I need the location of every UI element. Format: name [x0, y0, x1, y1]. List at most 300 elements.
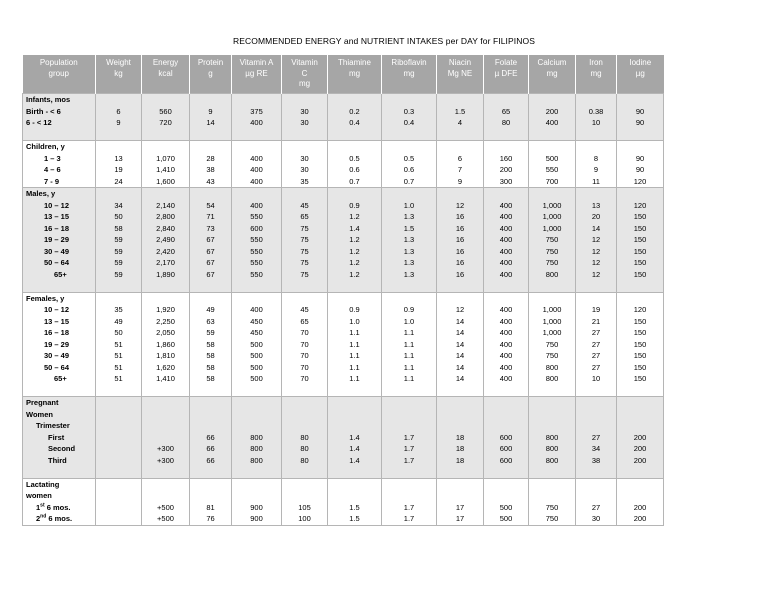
spacer [530, 479, 574, 491]
row-label: 30 – 49 [44, 351, 70, 360]
value-cell-iron [576, 94, 617, 141]
value-cell-calcium [529, 94, 576, 141]
spacer [143, 188, 188, 200]
value-cell-energy [142, 94, 190, 141]
spacer [618, 385, 662, 397]
spacer [283, 420, 326, 432]
spacer [383, 129, 435, 141]
value: 2,840 [156, 223, 175, 233]
group-heading: Pregnant [26, 398, 59, 407]
spacer [577, 490, 615, 502]
col-header-line: Vitamin [291, 58, 318, 67]
value: 500 [250, 374, 263, 383]
value: 750 [545, 339, 559, 349]
spacer [530, 409, 574, 421]
row-label: 13 – 15 [44, 212, 70, 221]
value: 0.6 [403, 165, 415, 174]
value: 58 [114, 223, 123, 233]
col-header-line: Vitamin A [239, 58, 274, 67]
value-cell-weight [96, 188, 142, 293]
col-header-line: C [301, 68, 308, 78]
spacer [233, 141, 280, 153]
value: 375 [250, 106, 263, 116]
value: 400 [499, 305, 513, 314]
spacer [233, 94, 280, 106]
value: 81 [206, 502, 215, 512]
value: 66 [206, 455, 215, 465]
value: 1,600 [156, 176, 175, 186]
row-label: 10 – 12 [44, 305, 70, 314]
value-cell-thiamine [328, 397, 382, 479]
value: 10 [591, 118, 601, 127]
value: 24 [114, 176, 123, 186]
value: 90 [635, 153, 645, 163]
spacer [618, 293, 662, 305]
spacer [577, 466, 615, 478]
value-cell-protein [190, 188, 232, 293]
value-cell-energy [142, 292, 190, 397]
value: 1,410 [156, 374, 175, 383]
value: 550 [250, 235, 263, 244]
value: 500 [250, 362, 263, 372]
value-cell-folate [484, 397, 529, 479]
value-cell-calcium [529, 478, 576, 525]
value: 720 [159, 118, 172, 127]
value: 1,410 [156, 165, 175, 174]
value-cell-folate [484, 141, 529, 188]
value: 18 [455, 455, 465, 465]
value: 16 [455, 258, 465, 267]
value-cell-thiamine [328, 94, 382, 141]
value: 67 [206, 235, 215, 244]
value: 18 [455, 432, 465, 442]
value: 120 [633, 200, 647, 210]
value-cell-iodine [617, 94, 664, 141]
value: 400 [499, 328, 513, 337]
value: 12 [591, 246, 601, 256]
value-cell-riboflavin [382, 397, 437, 479]
spacer [577, 188, 615, 200]
value-cell-riboflavin [382, 188, 437, 293]
value-cell-vitamin-a [232, 292, 282, 397]
value: 1.1 [403, 351, 415, 360]
row-label: 65+ [54, 374, 67, 383]
value: 550 [250, 212, 263, 221]
value: 10 [591, 374, 601, 383]
spacer [485, 385, 527, 397]
spacer [26, 385, 94, 397]
spacer [485, 188, 527, 200]
value: 30 [300, 153, 309, 163]
value: 150 [633, 362, 647, 372]
value: 1,000 [542, 316, 562, 326]
value: 49 [114, 316, 123, 326]
value: 70 [300, 362, 309, 372]
value: 1.7 [403, 432, 415, 442]
value: 1,810 [156, 351, 175, 360]
value-cell-niacin [437, 188, 484, 293]
col-header-population-group [23, 55, 96, 94]
value-cell-vitamin-c [282, 94, 328, 141]
value: 59 [206, 328, 215, 337]
row-label: 16 – 18 [44, 223, 70, 233]
value: 500 [545, 153, 559, 163]
spacer [485, 490, 527, 502]
row-label: 6 - < 12 [26, 118, 52, 127]
spacer [530, 385, 574, 397]
value: 14 [206, 118, 215, 127]
value: 700 [545, 176, 559, 186]
row-label: Birth - < 6 [26, 106, 61, 116]
value: 0.2 [349, 106, 360, 116]
col-header-line: Calcium [537, 58, 567, 67]
spacer [97, 94, 140, 106]
spacer [233, 397, 280, 409]
value-cell-niacin [437, 397, 484, 479]
group-row [23, 94, 664, 141]
value: 150 [633, 223, 647, 233]
header-row [23, 55, 664, 94]
col-header-line: mg [546, 68, 558, 78]
value: 1.4 [349, 455, 360, 465]
spacer [233, 385, 280, 397]
spacer [618, 141, 662, 153]
spacer [97, 479, 140, 491]
col-header-vitamin-c [282, 55, 328, 94]
spacer [233, 188, 280, 200]
value-cell-protein [190, 94, 232, 141]
value: 38 [591, 455, 601, 465]
value: 50 [114, 212, 123, 221]
value: 6 [457, 153, 463, 163]
value-cell-calcium [529, 141, 576, 188]
group-heading: Lactating [26, 479, 60, 489]
spacer [283, 293, 326, 305]
spacer [438, 129, 482, 141]
value-cell-vitamin-c [282, 188, 328, 293]
value: 500 [250, 351, 263, 360]
value-cell-weight [96, 397, 142, 479]
value: 20 [591, 212, 601, 221]
value: 1.1 [403, 362, 415, 372]
spacer [329, 141, 380, 153]
group-heading: Infants, mos [26, 95, 71, 104]
spacer [577, 280, 615, 292]
value-cell-calcium [529, 188, 576, 293]
group-label-cell [23, 292, 96, 397]
value: 200 [633, 444, 647, 453]
value: 8 [593, 153, 599, 163]
value: 150 [633, 235, 647, 244]
value-cell-iron [576, 188, 617, 293]
value: 400 [250, 153, 263, 163]
spacer [577, 141, 615, 153]
value-cell-vitamin-a [232, 94, 282, 141]
value: 1,070 [156, 153, 175, 163]
value-cell-iodine [617, 478, 664, 525]
value: 200 [633, 432, 647, 442]
value: 34 [591, 444, 601, 453]
value: 51 [114, 351, 123, 360]
value: 400 [499, 339, 513, 349]
value: 1.0 [403, 200, 415, 210]
spacer [438, 293, 482, 305]
spacer [618, 129, 662, 141]
value: 75 [300, 223, 309, 233]
col-header-line: Protein [197, 58, 224, 67]
value: 0.9 [349, 305, 360, 314]
group-heading: Children, y [26, 142, 65, 151]
value: 13 [591, 200, 601, 210]
value: 66 [206, 432, 215, 442]
value: 51 [114, 339, 123, 349]
value: 400 [499, 246, 513, 256]
spacer [383, 466, 435, 478]
value-cell-protein [190, 397, 232, 479]
value: 45 [300, 200, 309, 210]
spacer [577, 293, 615, 305]
value: 600 [499, 455, 513, 465]
col-header-line: Riboflavin [391, 58, 427, 67]
value: 38 [206, 165, 215, 174]
spacer [191, 490, 230, 502]
value: 30 [300, 106, 309, 116]
value: 0.5 [403, 153, 415, 163]
spacer [530, 280, 574, 292]
spacer [530, 94, 574, 106]
spacer [191, 188, 230, 200]
group-row [23, 478, 664, 525]
spacer [283, 129, 326, 141]
value: 450 [250, 328, 263, 337]
value: 80 [300, 444, 309, 453]
value: 58 [206, 374, 215, 383]
value [97, 443, 140, 455]
spacer [97, 141, 140, 153]
value: 76 [206, 514, 215, 523]
value: 600 [499, 432, 513, 442]
col-header-riboflavin [382, 55, 437, 94]
spacer [438, 141, 482, 153]
col-header-line: group [48, 68, 69, 78]
spacer [191, 293, 230, 305]
value: 16 [455, 212, 465, 221]
value-cell-weight [96, 94, 142, 141]
spacer [438, 490, 482, 502]
spacer [233, 293, 280, 305]
value: 75 [300, 235, 309, 244]
group-row [23, 292, 664, 397]
value: 9 [457, 176, 463, 186]
value: 1.1 [349, 362, 360, 372]
spacer [283, 490, 326, 502]
spacer [26, 466, 94, 478]
spacer [618, 479, 662, 491]
spacer [577, 409, 615, 421]
value: 200 [545, 106, 559, 116]
value: 14 [455, 328, 465, 337]
value: +500 [157, 502, 174, 512]
spacer [383, 293, 435, 305]
value: 1.1 [349, 351, 360, 360]
value: 1.7 [403, 514, 415, 523]
col-header-line: µ DFE [494, 68, 518, 78]
value: 59 [114, 258, 123, 267]
value: 1.2 [349, 246, 360, 256]
value-cell-energy [142, 478, 190, 525]
value: 400 [499, 200, 513, 210]
value: 150 [633, 258, 647, 267]
value-cell-vitamin-c [282, 478, 328, 525]
value: 400 [499, 362, 513, 372]
value: 560 [159, 106, 172, 116]
value: 400 [250, 118, 263, 127]
value: 1.2 [349, 235, 360, 244]
table-title: RECOMMENDED ENERGY and NUTRIENT INTAKES per DAY for FILIPINOS [233, 36, 535, 46]
value: 58 [206, 351, 215, 360]
value: 1.1 [349, 374, 360, 383]
group-heading: Females, y [26, 293, 65, 303]
value: 0.4 [349, 118, 360, 127]
value: 150 [633, 339, 647, 349]
value: 100 [298, 514, 311, 523]
spacer [530, 188, 574, 200]
value-cell-iron [576, 292, 617, 397]
group-label-cell [23, 478, 96, 525]
value: 0.9 [349, 200, 360, 210]
value: 1.3 [403, 235, 415, 244]
value: 400 [499, 374, 513, 383]
value-cell-protein [190, 478, 232, 525]
value: 1.5 [454, 106, 466, 116]
spacer [191, 466, 230, 478]
group-label-cell [23, 141, 96, 188]
value [97, 432, 140, 444]
value: 750 [545, 514, 559, 523]
spacer [383, 479, 435, 491]
value: 14 [455, 351, 465, 360]
value: 27 [591, 339, 601, 349]
value: 73 [206, 223, 215, 233]
spacer [485, 420, 527, 432]
value: 50 [114, 328, 123, 337]
col-header-line: mg [298, 79, 311, 88]
value: 12 [591, 269, 601, 279]
spacer [143, 397, 188, 409]
spacer [143, 129, 188, 141]
value-cell-energy [142, 397, 190, 479]
spacer [329, 490, 380, 502]
spacer [97, 409, 140, 421]
value: 1.1 [349, 339, 360, 349]
value: 17 [455, 502, 465, 512]
row-label: 65+ [54, 269, 67, 279]
value [97, 513, 140, 525]
spacer [191, 94, 230, 106]
value: 14 [455, 374, 465, 383]
value: 51 [114, 362, 123, 372]
value: 750 [545, 258, 559, 267]
value: 7 [457, 165, 463, 174]
spacer [383, 409, 435, 421]
value: 75 [300, 258, 309, 267]
spacer [233, 479, 280, 491]
value: 1.5 [403, 223, 415, 233]
value: 9 [208, 106, 213, 116]
value: 400 [250, 165, 263, 174]
col-header-thiamine [328, 55, 382, 94]
value: 900 [250, 514, 263, 523]
spacer [283, 280, 326, 292]
value: 12 [455, 200, 465, 210]
col-header-line: Thiamine [338, 58, 371, 67]
spacer [191, 385, 230, 397]
value: 800 [545, 444, 559, 453]
value-cell-thiamine [328, 141, 382, 188]
spacer [191, 397, 230, 409]
value: 1.7 [403, 455, 415, 465]
value: 59 [114, 235, 123, 244]
value: 550 [545, 165, 559, 174]
value: 16 [455, 269, 465, 279]
spacer [329, 280, 380, 292]
spacer [485, 141, 527, 153]
spacer [283, 409, 326, 421]
value: 2,800 [156, 212, 175, 221]
spacer [283, 397, 326, 409]
group-heading: Trimester [36, 421, 70, 430]
spacer [530, 490, 574, 502]
value: 800 [545, 455, 559, 465]
value-cell-thiamine [328, 188, 382, 293]
col-header-line: kcal [158, 68, 173, 78]
spacer [233, 490, 280, 502]
value: 400 [250, 176, 263, 186]
spacer [143, 490, 188, 502]
value: 4 [457, 118, 463, 127]
spacer [383, 490, 435, 502]
spacer [383, 420, 435, 432]
value: 550 [250, 269, 263, 279]
spacer [329, 466, 380, 478]
value: 400 [499, 258, 513, 267]
value-cell-folate [484, 292, 529, 397]
spacer [143, 479, 188, 491]
spacer [233, 129, 280, 141]
value-cell-iodine [617, 141, 664, 188]
col-header-line: µg [635, 68, 645, 78]
group-heading: women [26, 491, 52, 500]
value: 200 [633, 455, 647, 465]
value: 18 [455, 444, 465, 453]
value: 35 [300, 176, 309, 186]
value: 150 [633, 246, 647, 256]
value: 30 [300, 118, 309, 127]
value: 1,000 [542, 223, 562, 233]
spacer [283, 188, 326, 200]
spacer [283, 141, 326, 153]
spacer [329, 385, 380, 397]
value-cell-energy [142, 141, 190, 188]
value: 2,490 [156, 235, 175, 244]
group-label-cell [23, 94, 96, 141]
nutrient-intake-table [22, 55, 664, 526]
value: 800 [250, 432, 263, 442]
spacer [143, 409, 188, 421]
spacer [97, 490, 140, 502]
value-cell-calcium [529, 397, 576, 479]
value: 70 [300, 339, 309, 349]
